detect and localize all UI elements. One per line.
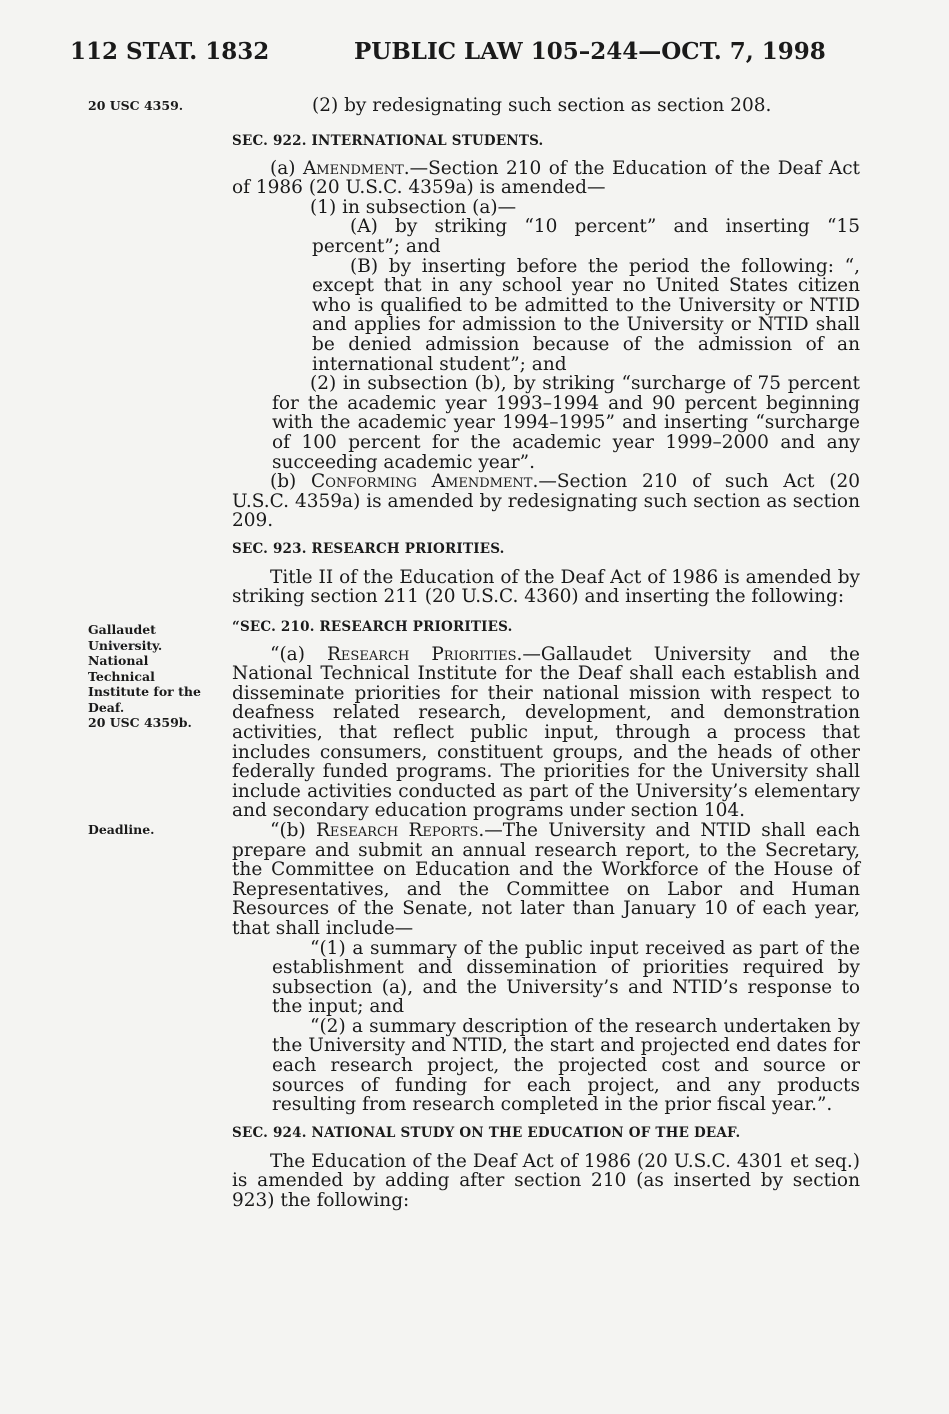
section-210-heading: “SEC. 210. RESEARCH PRIORITIES. — [232, 619, 513, 635]
block-redesignate — [232, 96, 860, 116]
margin-note-usc-4359: 20 USC 4359. — [88, 98, 184, 113]
paragraph-922-b — [232, 472, 860, 531]
block-sec-210 — [232, 618, 860, 1115]
paragraph-922-a-1: (1) in subsection (a)— — [310, 196, 517, 218]
paragraph-redesignate: (2) by redesignating such section as section 208. — [312, 95, 772, 116]
label-a: (a) — [270, 157, 303, 179]
text-rb: .—The University and NTID shall each prepare and submit an annual research report, to the Secretary, the Committee on Education and the Workforce of the House of Representatives, and the Committee on Labor and Human Resources of the Senate, not later than January 10 of each year, that shall include— — [232, 819, 860, 939]
heading-research-reports: Research Reports — [315, 819, 479, 841]
paragraph-924: The Education of the Deaf Act of 1986 (20 U.S.C. 4301 et seq.) is amended by adding after section 210 (as inserted by section 923) the following: — [232, 1150, 860, 1211]
paragraph-922-a-A: (A) by striking “10 percent” and inserting “15 percent”; and — [312, 216, 860, 257]
margin-note-line: 20 USC 4359b. — [88, 715, 192, 730]
section-924-heading: SEC. 924. NATIONAL STUDY ON THE EDUCATION OF THE DEAF. — [232, 1125, 741, 1141]
heading-conforming-amendment: Conforming Amendment — [311, 471, 533, 493]
block-sec-922 — [232, 132, 860, 531]
label-ra: “(a) — [270, 643, 327, 665]
margin-note-line: Institute for the — [88, 684, 201, 699]
margin-note-gallaudet — [88, 622, 218, 731]
section-923-heading: SEC. 923. RESEARCH PRIORITIES. — [232, 541, 505, 557]
heading-research-priorities: Research Priorities — [327, 643, 517, 665]
paragraph-922-a — [232, 159, 860, 198]
paragraph-922-a-2: (2) in subsection (b), by striking “surcharge of 75 percent for the academic year 1993–1994 and 90 percent beginning with the academic year 1994–1995” and inserting “surcharge of 100 percent for the academic year 1999–2000 and any succeeding academic year”. — [272, 373, 860, 473]
margin-note-line: Deaf. — [88, 699, 125, 715]
paragraph-210-b-1: “(1) a summary of the public input received as part of the establishment and dissemination of priorities required by subsection (a), and the University’s and NTID’s response to the input; and — [272, 937, 860, 1018]
text-b: .—Section 210 of such Act (20 U.S.C. 4359a) is amended by redesignating such section as section 209. — [232, 471, 860, 532]
margin-note-line: National — [88, 653, 149, 668]
text-ra: .—Gallaudet University and the National Technical Institute for the Deaf shall each establish and disseminate priorities for their national mission with respect to deafness related research, development, and demonstration activities, that reflect public input, through a process that includes consumers, constituent groups, and the heads of other federally funded programs. The priorities for the University shall include activities conducted as part of the University’s elementary and secondary education programs under section 104. — [232, 643, 860, 822]
paragraph-210-a — [232, 645, 860, 821]
margin-note-line: Technical — [88, 668, 155, 684]
text-a: .—Section 210 of the Education of the Deaf Act of 1986 (20 U.S.C. 4359a) is amended— — [232, 157, 860, 199]
statute-page-number: 112 STAT. 1832 — [70, 38, 270, 65]
paragraph-210-b — [232, 821, 860, 939]
margin-note-deadline: Deadline. — [88, 822, 155, 837]
paragraph-922-a-B: (B) by inserting before the period the following: “, except that in any school year no United States citizen who is qualified to be admitted to the University or NTID and applies for admission to the University or NTID shall be denied admission because of the admission of an international student”; and — [312, 255, 860, 375]
margin-note-line: University. — [88, 637, 163, 653]
section-922-heading: SEC. 922. INTERNATIONAL STUDENTS. — [232, 133, 544, 149]
paragraph-210-b-2: “(2) a summary description of the research undertaken by the University and NTID, the start and projected end dates for each research project, the projected cost and source or sources of funding for each project, and any products resulting from research completed in the prior fiscal year.”. — [272, 1015, 860, 1116]
margin-note-line: Gallaudet — [88, 622, 156, 637]
heading-amendment: Amendment — [302, 157, 404, 179]
block-sec-923 — [232, 540, 860, 607]
label-rb: “(b) — [270, 819, 316, 841]
page-header — [70, 38, 930, 78]
running-title: PUBLIC LAW 105–244—OCT. 7, 1998 — [354, 38, 826, 65]
paragraph-923: Title II of the Education of the Deaf Act of 1986 is amended by striking section 211 (20 U.S.C. 4360) and inserting the following: — [232, 566, 860, 608]
block-sec-924 — [232, 1124, 860, 1210]
label-b: (b) — [270, 471, 312, 493]
